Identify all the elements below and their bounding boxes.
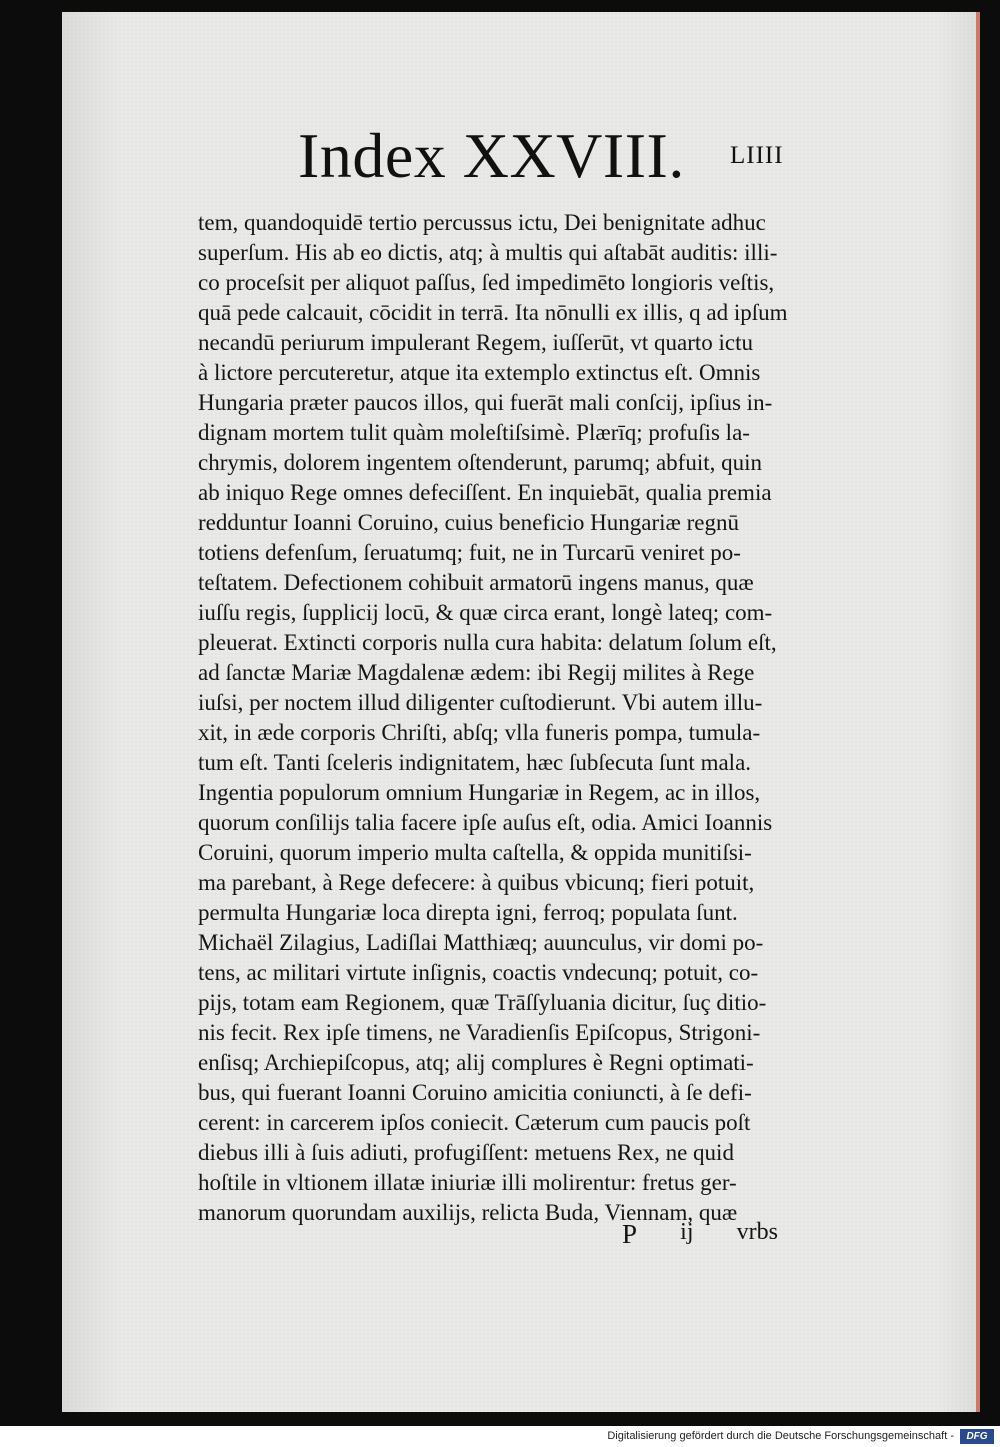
catchline: [622, 1219, 778, 1250]
text-line: iuſsi, per noctem illud diligenter cuſtodierunt. Vbi autem illu-: [198, 690, 763, 715]
text-line: necandū periurum impulerant Regem, iuſſerūt, vt quarto ictu: [198, 330, 754, 355]
text-line: Ingentia populorum omnium Hungariæ in Regem, ac in illos,: [198, 780, 761, 805]
text-line: tem, quandoquidē tertio percussus ictu, Dei benignitate adhuc: [198, 210, 766, 235]
text-line: ab iniquo Rege omnes defeciſſent. En inquiebāt, qualia premia: [198, 480, 772, 505]
text-line: enſisq; Archiepiſcopus, atq; alij complures è Regni optimati-: [198, 1050, 754, 1075]
text-line: redduntur Ioanni Coruino, cuius beneficio Hungariæ regnū: [198, 510, 740, 535]
catchword: vrbs: [736, 1219, 778, 1245]
text-line: à lictore percuteretur, atque ita extemplo extinctus eſt. Omnis: [198, 360, 761, 385]
text-line: totiens defenſum, ſeruatumq; fuit, ne in Turcarū veniret po-: [198, 540, 741, 565]
text-line: diebus illi à ſuis adiuti, profugiſſent: metuens Rex, ne quid: [198, 1140, 734, 1165]
folio-number: LIIII: [730, 142, 784, 169]
text-line: chrymis, dolorem ingentem oſtenderunt, parumq; abfuit, quin: [198, 450, 763, 475]
page-title: Index XXVIII.: [298, 120, 685, 191]
text-line: manorum quorundam auxilijs, relicta Buda, Viennam, quæ: [198, 1200, 738, 1225]
signature-mark: P: [622, 1219, 638, 1249]
text-line: permulta Hungariæ loca direpta igni, ferroq; populata ſunt.: [198, 900, 738, 925]
text-line: xit, in æde corporis Chriſti, abſq; vlla funeris pompa, tumula-: [198, 720, 761, 745]
text-line: iuſſu regis, ſupplicij locū, & quæ circa erant, longè lateq; com-: [198, 600, 773, 625]
text-line: bus, qui fuerant Ioanni Coruino amicitia coniuncti, à ſe defi-: [198, 1080, 752, 1105]
text-line: Michaël Zilagius, Ladiſlai Matthiæq; auunculus, vir domi po-: [198, 930, 764, 955]
text-line: hoſtile in vltionem illatæ iniuriæ illi molirentur: fretus ger-: [198, 1170, 737, 1195]
text-line: co proceſsit per aliquot paſſus, ſed impedimēto longioris veſtis,: [198, 270, 775, 295]
dfg-logo-icon: DFG: [960, 1429, 994, 1444]
text-line: pijs, totam eam Regionem, quæ Trāſſyluania dicitur, ſuç ditio-: [198, 990, 767, 1015]
text-line: quorum conſilijs talia facere ipſe auſus eſt, odia. Amici Ioannis: [198, 810, 773, 835]
book-page: [62, 12, 980, 1412]
text-line: Hungaria præter paucos illos, qui fuerāt mali conſcij, ipſius in-: [198, 390, 773, 415]
text-line: dignam mortem tulit quàm moleſtiſsimè. Plærīq; profuſis la-: [198, 420, 750, 445]
text-line: tens, ac militari virtute inſignis, coactis vndecunq; potuit, co-: [198, 960, 759, 985]
text-line: quā pede calcauit, cōcidit in terrā. Ita nōnulli ex illis, q ad ipſum: [198, 300, 788, 325]
footer-credit: Digitalisierung gefördert durch die Deutsche Forschungsgemeinschaft -: [607, 1430, 954, 1442]
text-line: teſtatem. Defectionem cohibuit armatorū ingens manus, quæ: [198, 570, 754, 595]
text-line: Coruini, quorum imperio multa caſtella, & oppida munitiſsi-: [198, 840, 752, 865]
text-line: pleuerat. Extincti corporis nulla cura habita: delatum ſolum eſt,: [198, 630, 777, 655]
body-text: [198, 208, 798, 1228]
signature-number: ij: [680, 1219, 694, 1245]
text-line: tum eſt. Tanti ſceleris indignitatem, hæc ſubſecuta ſunt mala.: [198, 750, 752, 775]
text-line: nis fecit. Rex ipſe timens, ne Varadienſis Epiſcopus, Strigoni-: [198, 1020, 761, 1045]
footer-bar: [0, 1426, 1000, 1447]
text-line: cerent: in carcerem ipſos coniecit. Cæterum cum paucis poſt: [198, 1110, 751, 1135]
text-line: superſum. His ab eo dictis, atq; à multis qui aſtabāt auditis: illi-: [198, 240, 778, 265]
text-line: ma parebant, à Rege defecere: à quibus vbicunq; fieri potuit,: [198, 870, 755, 895]
text-line: ad ſanctæ Mariæ Magdalenæ ædem: ibi Regij milites à Rege: [198, 660, 755, 685]
